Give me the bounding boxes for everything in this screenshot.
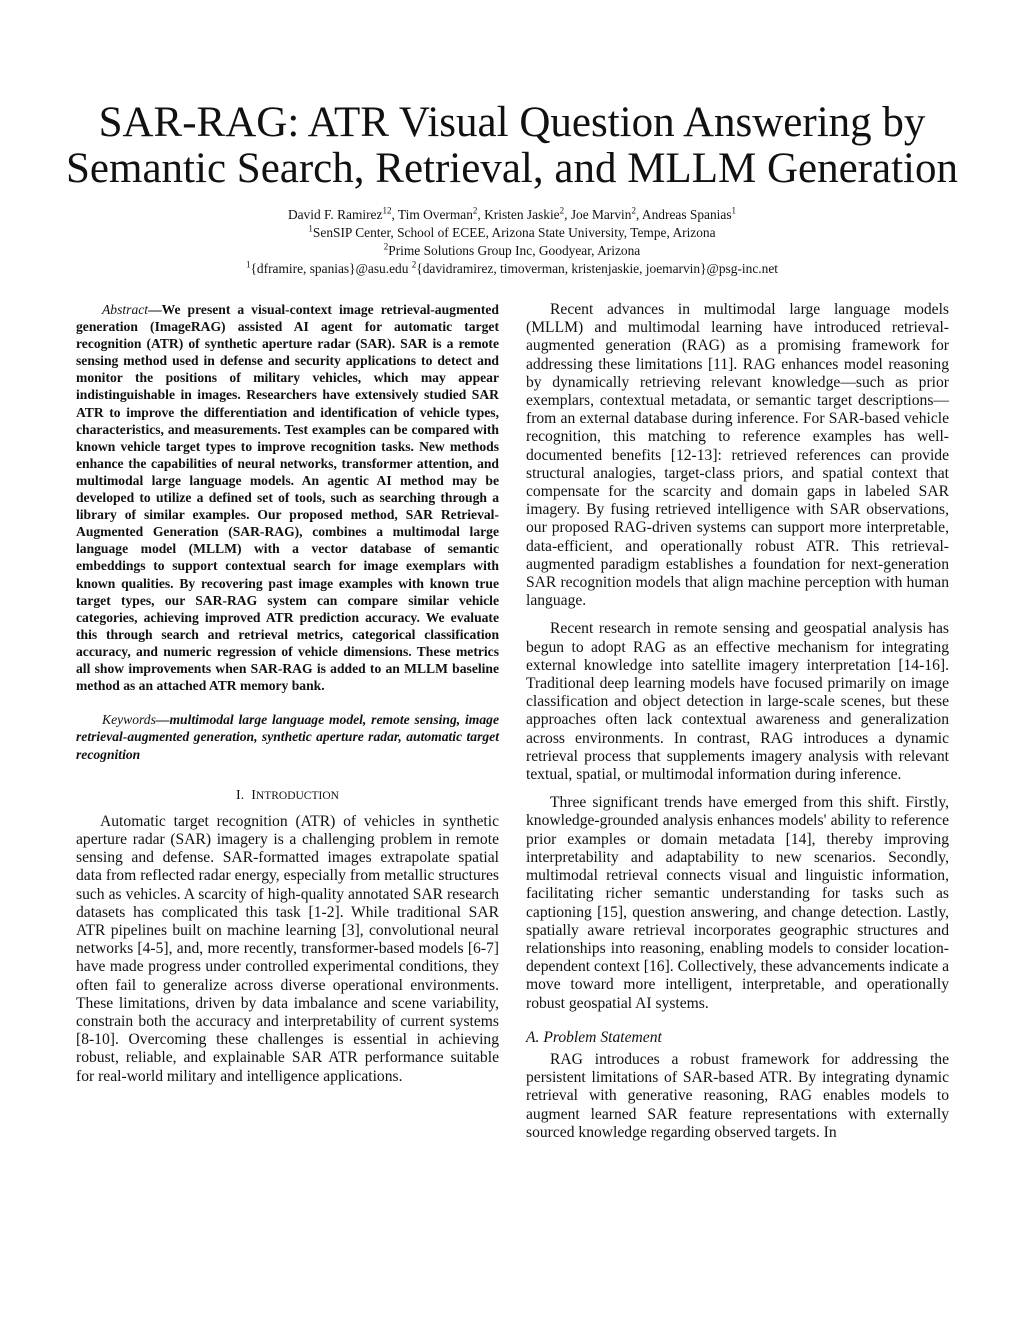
keywords bbox=[76, 711, 499, 763]
left-column bbox=[76, 301, 499, 1086]
author-list: David F. Ramirez$^{12}$, Tim Overman$^2$, Kristen Jaskie$^2$, Joe Marvin$^2$, Andreas Spanias$^1$ bbox=[287, 205, 737, 222]
affiliation-sup: 1 bbox=[308, 223, 313, 234]
title-line-2: Semantic Search, Retrieval, and MLLM Generation bbox=[66, 145, 958, 192]
keywords-text: —multimodal large language model, remote sensing, image retrieval-augmented generation, synthetic aperture radar, automatic target recognition bbox=[76, 712, 499, 762]
section-number: I. bbox=[236, 787, 245, 803]
affiliation-text: Prime Solutions Group Inc, Goodyear, Arizona bbox=[388, 243, 641, 258]
section-initial: I bbox=[251, 787, 256, 803]
email-sup: 1 bbox=[246, 259, 251, 270]
section-heading-introduction bbox=[76, 787, 499, 805]
section-title-rest: NTRODUCTION bbox=[255, 789, 339, 802]
author-block bbox=[40, 206, 984, 278]
author-name: David F. Ramirez bbox=[287, 207, 383, 222]
keywords-label: Keywords bbox=[102, 712, 156, 728]
email-line bbox=[40, 260, 984, 278]
affiliation-2 bbox=[40, 242, 984, 260]
abstract bbox=[76, 301, 499, 694]
abstract-label: Abstract bbox=[102, 302, 149, 317]
affiliation-1 bbox=[40, 224, 984, 242]
paper-title bbox=[40, 100, 984, 192]
author-name: Joe Marvin bbox=[570, 207, 632, 222]
paragraph-three-trends: Three significant trends have emerged from this shift. Firstly, knowledge-grounded analysis enhances models' ability to reference prior examples or domain metadata [14], thereby improving interpretability and adaptability to new scenarios. Secondly, multimodal retrieval connects visual and linguistic information, facilitating richer semantic understanding for tasks such as captioning [15], question answering, and change detection. Lastly, spatially aware retrieval incorporates geographic structures and relationships into reasoning, enabling models to consider location-dependent context [16]. Collectively, these advancements indicate a move toward more intelligent, interpretable, and operationally robust geospatial AI systems. bbox=[526, 794, 949, 1012]
email-text: {davidramirez, timoverman, kristenjaskie, joemarvin}@psg-inc.net bbox=[416, 261, 778, 276]
author-name: Kristen Jaskie bbox=[484, 207, 560, 222]
paragraph-problem-statement: RAG introduces a robust framework for addressing the persistent limitations of SAR-based ATR. By integrating dynamic retrieval with generative reasoning, RAG enables models to augment learned SAR feature representations with externally sourced knowledge regarding observed targets. In bbox=[526, 1050, 949, 1141]
affiliation-text: SenSIP Center, School of ECEE, Arizona State University, Tempe, Arizona bbox=[312, 225, 716, 240]
right-column bbox=[526, 301, 949, 1142]
author-name: Andreas Spanias bbox=[641, 207, 732, 222]
email-sup: 2 bbox=[411, 259, 417, 270]
paragraph-remote-sensing: Recent research in remote sensing and geospatial analysis has begun to adopt RAG as an effective mechanism for integrating external knowledge into satellite imagery interpretation [14-16]. Traditional deep learning models have focused primarily on image classification and object detection in large-scale scenes, but these approaches often lack contextual awareness and generalization across environments. In contrast, RAG introduces a dynamic retrieval process that supplements imagery analysis with relevant textual, spatial, or multimodal information during inference. bbox=[526, 620, 949, 784]
email-text: {dframire, spanias}@asu.edu bbox=[250, 261, 412, 276]
author-sup: 2 bbox=[631, 205, 636, 216]
intro-paragraph-1: Automatic target recognition (ATR) of vehicles in synthetic aperture radar (SAR) imagery is a challenging problem in remote sensing and defense. SAR-formatted images extrapolate spatial data from reflected radar energy, especially from metallic structures such as vehicles. A scarcity of high-quality annotated SAR research datasets has complicated this task [1-2]. While traditional SAR ATR pipelines built on machine learning [3], convolutional neural networks [4-5], and, more recently, transformer-based models [6-7] have made progress under controlled experimental conditions, they often fail to generalize across diverse operational environments. These limitations, driven by data imbalance and scene variability, constrain both the accuracy and interpretability of current systems [8-10]. Overcoming these challenges is essential in achieving robust, reliable, and explainable SAR ATR performance suitable for real-world military and intelligence applications. bbox=[76, 812, 499, 1085]
author-sup: 2 bbox=[559, 205, 565, 216]
author-name: Tim Overman bbox=[397, 207, 473, 222]
paragraph-rag-advances: Recent advances in multimodal large language models (MLLM) and multimodal learning have introduced retrieval-augmented generation (RAG) as a promising framework for addressing these limitations [11]. RAG enhances model reasoning by dynamically retrieving relevant knowledge—such as prior exemplars, contextual metadata, or semantic target descriptions—from an external database during inference. For SAR-based vehicle recognition, this matching to reference examples has well-documented benefits [12-13]: retrieved references can provide structural analogies, target-class priors, and spatial context that compensate for the scarcity and domain gaps in labeled SAR imagery. By fusing retrieved intelligence with SAR observations, our proposed RAG-driven systems can support more interpretable, data-efficient, and operationally robust ATR. This retrieval-augmented paradigm establishes a foundation for next-generation SAR recognition models that align machine perception with human language. bbox=[526, 301, 949, 610]
subsection-heading-problem-statement: A. Problem Statement bbox=[526, 1028, 662, 1046]
affiliation-sup: 2 bbox=[383, 241, 389, 252]
author-sup: 1 bbox=[731, 205, 737, 216]
abstract-text: —We present a visual-context image retrieval-augmented generation (ImageRAG) assisted AI agent for automatic target recognition (ATR) of synthetic aperture radar (SAR). SAR is a remote sensing method used in defense and security applications to detect and monitor the positions of military vehicles, which may appear indistinguishable in images. Researchers have extensively studied SAR ATR to improve the differentiation and identification of vehicle types, characteristics, and measurements. Test examples can be compared with known vehicle target types to improve recognition tasks. New methods enhance the capabilities of neural networks, transformer attention, and multimodal large language models. An agentic AI method may be developed to utilize a defined set of tools, such as searching through a library of similar examples. Our proposed method, SAR Retrieval-Augmented Generation (SAR-RAG), combines a multimodal large language model (MLLM) with a vector database of semantic embeddings to support contextual search for image exemplars with known qualities. By recovering past image examples with known true target types, our SAR-RAG system can compare similar vehicle categories, achieving improved ATR prediction accuracy. We evaluate this through search and retrieval metrics, categorical classification accuracy, and numeric regression of vehicle dimensions. These metrics all show improvements when SAR-RAG is added to an MLLM baseline method as an attached ATR memory bank. bbox=[76, 302, 499, 694]
title-line-1: SAR-RAG: ATR Visual Question Answering by bbox=[98, 99, 926, 146]
author-sup: 12 bbox=[382, 205, 392, 216]
author-sup: 2 bbox=[472, 205, 478, 216]
